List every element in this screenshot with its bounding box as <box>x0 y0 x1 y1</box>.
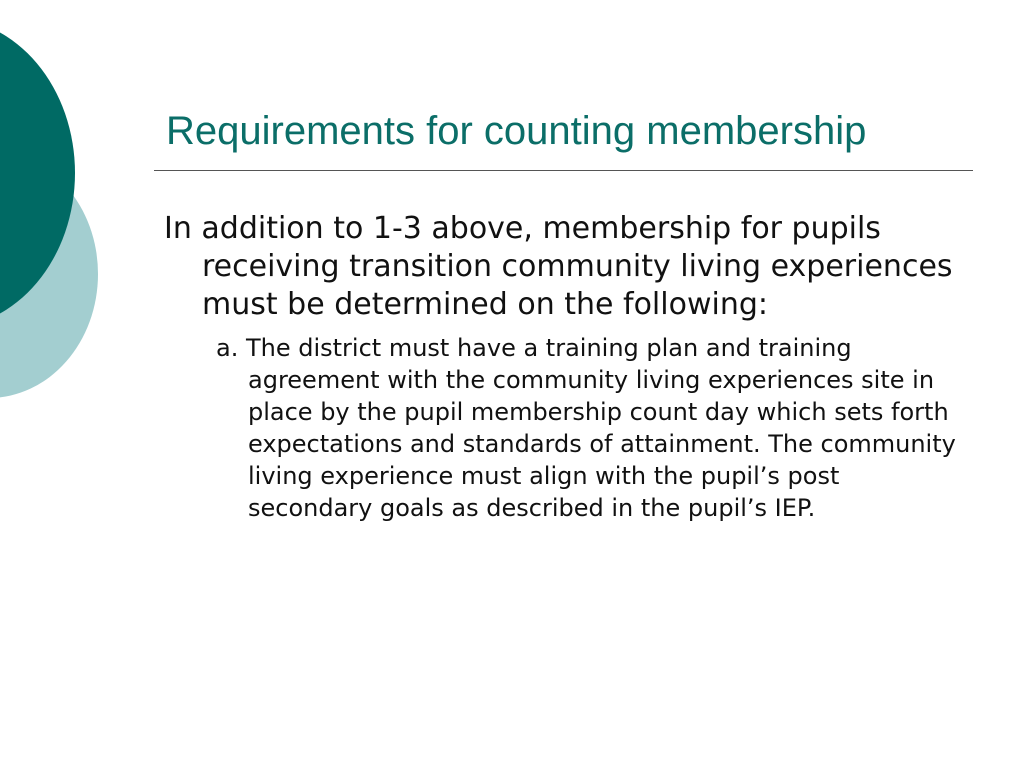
bullet-level-2: a. The district must have a training plan and training agreement with the community living experiences site in place by the pupil membership count day which sets forth expectations and standards of attainment. The community living experience must align with the pupil’s post secondary goals as described in the pupil’s IEP. <box>216 334 956 522</box>
slide-body <box>164 210 964 524</box>
title-divider <box>154 170 973 171</box>
bullet-level-1: In addition to 1-3 above, membership for pupils receiving transition community living experiences must be determined on the following: <box>164 211 953 322</box>
slide-title: Requirements for counting membership <box>166 109 867 153</box>
